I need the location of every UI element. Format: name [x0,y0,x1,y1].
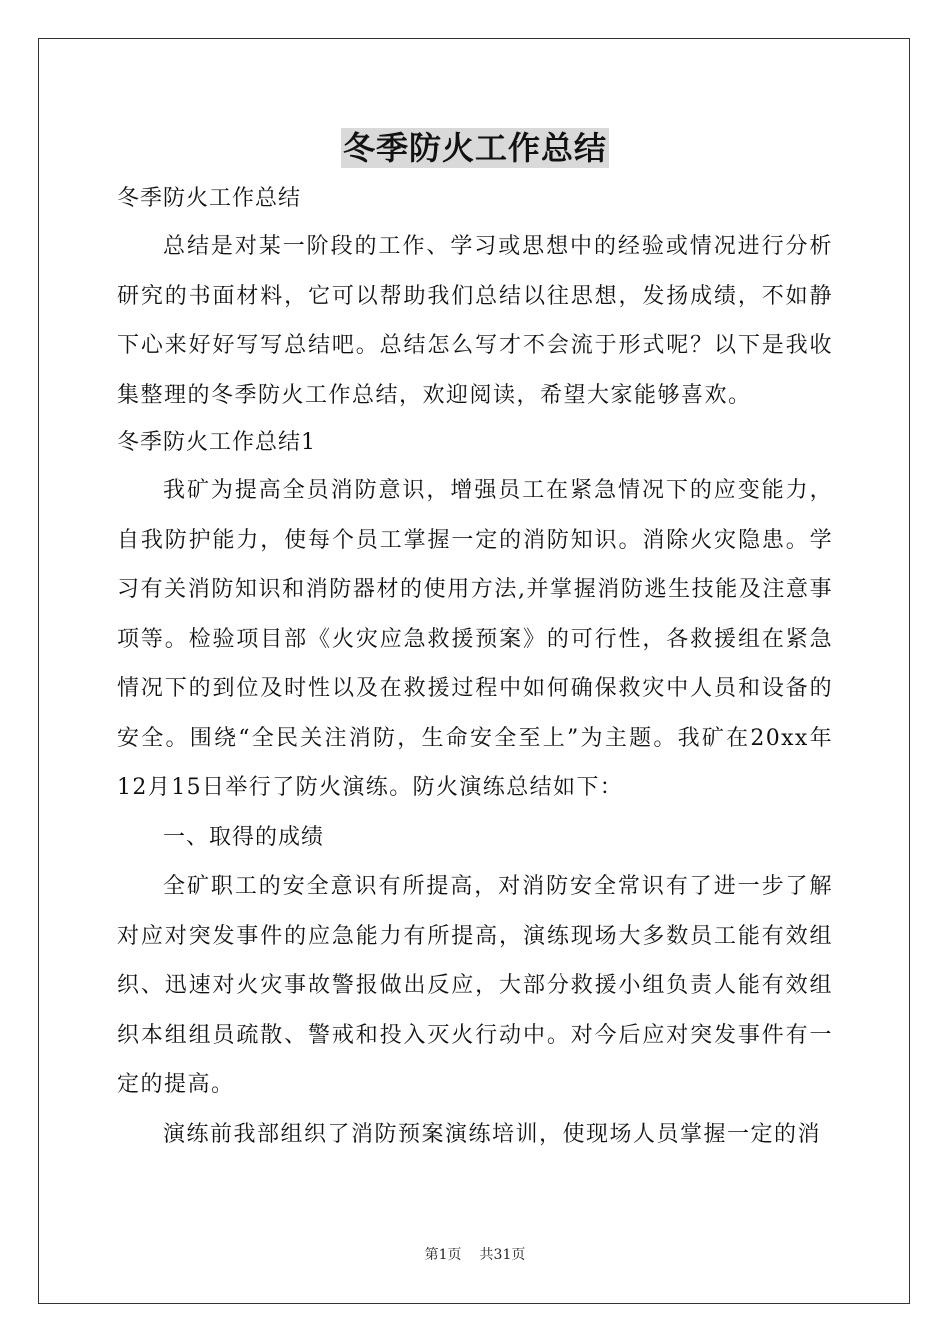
document-body [117,176,833,1159]
section-paragraph-2: 全矿职工的安全意识有所提高，对消防安全常识有了进一步了解对应对突发事件的应急能力有所提高，演练现场大多数员工能有效组织、迅速对火灾事故警报做出反应，大部分救援小组负责人能有效组织本组组员疏散、警戒和投入灭火行动中。对今后应对突发事件有一定的提高。 [117,874,833,1097]
subheading-achievements: 一、取得的成绩 [163,824,325,850]
document-title: 冬季防火工作总结 [342,129,607,167]
section-paragraph-1: 我矿为提高全员消防意识，增强员工在紧急情况下的应变能力，自我防护能力，使每个员工掌握一定的消防知识。消除火灾隐患。学习有关消防知识和消防器材的使用方法,并掌握消防逃生技能及注意事项等。检验项目部《火灾应急救援预案》的可行性，各救援组在紧急情况下的到位及时性以及在救援过程中如何确保救灾中人员和设备的安全。围绕“全民关注消防，生命安全至上”为主题。我矿在20xx年12月15日举行了防火演练。防火演练总结如下： [117,478,833,800]
document-subtitle: 冬季防火工作总结 [117,186,302,211]
section-heading: 冬季防火工作总结1 [117,430,316,455]
page-footer [0,1246,950,1264]
title-container [0,128,950,168]
page-total: 共31页 [479,1247,526,1263]
page-number: 第1页 [424,1247,462,1263]
intro-paragraph: 总结是对某一阶段的工作、学习或思想中的经验或情况进行分析研究的书面材料，它可以帮助我们总结以往思想，发扬成绩，不如静下心来好好写写总结吧。总结怎么写才不会流于形式呢？以下是我收集整理的冬季防火工作总结，欢迎阅读，希望大家能够喜欢。 [117,234,833,408]
section-paragraph-3: 演练前我部组织了消防预案演练培训，使现场人员掌握一定的消 [163,1121,822,1147]
